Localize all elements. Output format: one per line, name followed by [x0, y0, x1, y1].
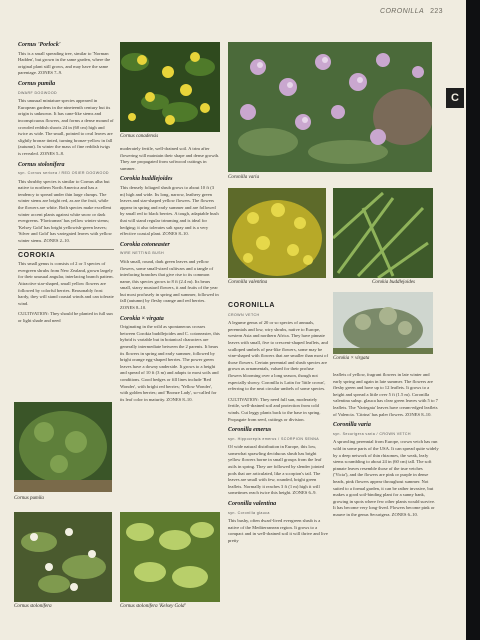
entry-heading: Cornus stolonifera [18, 161, 65, 168]
photo-caption: Cornus stolonifera [14, 604, 52, 609]
page-number: 223 [430, 8, 443, 15]
entry-common-name: syn. Hippocrepis emerus / SCORPION SENNA [228, 436, 320, 441]
entry-text: A legume genus of 20 or so species of annuals, perennials and low, wiry shrubs, native to Europe, western Asia and northern Africa. They have pinnate leaves with small, five to crescent-shaped leaflets, and scalloped umbels of pea-like flowers, some may be vine-shaped with flowers that are smaller than most of those flowers. Certain perennial and shrub species are grown as ornamentals, valued for their profuse flowers blooming over a long season, though not especially showy. Coronilla is Latin for 'little crown', referring to the neat circular umbels of some species. [228, 320, 329, 392]
photo-cornus-canadensis [120, 42, 220, 132]
entry-common-name: DWARF DOGWOOD [18, 90, 58, 95]
entry-text: leaflets of yellow, fragrant flowers in late winter and early spring and again in late summer. The flowers are fleshy green and have up to 12 leaflets. It grows to a height and spread a little over 5 ft (1.5 m). Coronilla valentina subsp. glauca has clear green leaves with 5 to 7 leaflets. The 'Variegata' leaves have cream-edged leaflets of Valencia. 'Citrina' has paler flowers. ZONES 8–10. [333, 372, 438, 417]
photo-caption: Cornus canadensis [120, 134, 159, 139]
entry-common-name: CROWN VETCH [228, 312, 260, 317]
photo-caption: Cornus stolonifera 'Kelsey Gold' [120, 604, 186, 609]
photo-cornus-pumila [14, 402, 112, 492]
photo-coronilla-valentina [228, 188, 326, 278]
entry-heading: Corokia cotoneaster [120, 241, 170, 248]
entry-common-name: syn. Coronilla glauca [228, 510, 270, 515]
entry-text: Of wide natural distribution in Europe, this low, somewhat sprawling deciduous shrub has bright yellow flowers borne in small groups from the leaf axils in spring. They are followed by slender jointed pods that are articulated, like a scorpion's tail. The leaves are small with few, rounded, bright green leaflets. Normally it reaches 3 ft (1 m) high it will sometimes reach twice this height. ZONES 6–9. [228, 444, 324, 496]
entry-heading: Corokia × virgata [120, 315, 164, 322]
section-letter-tab: C [446, 88, 464, 108]
entry-heading: Cornus pumila [18, 80, 56, 87]
entry-text: This is a small spreading tree, similar to 'Norman Hadden', but grown in the same garden, where the original plant still grows, and may have the same parentage. ZONES 7–9. [18, 50, 111, 76]
photo-coronilla-varia [228, 42, 432, 172]
entry-heading: Corokia buddlejoides [120, 176, 173, 183]
entry-heading: Coronilla emerus [228, 427, 272, 434]
entry-text: CULTIVATION: They need full sun, moderately fertile, well-drained soil and protection from cold winds. Cut leggy plants back to the base in spring. Propagate from seed, cuttings or division. [228, 396, 321, 422]
entry-text: Originating in the wild as spontaneous crosses between Corokia buddlejoides and C. cotoneaster, this hybrid is variable but in botanical characters are generally intermediate between the 2 parents. It bears its flowers in spring and early summer, followed by bright orange egg-shaped berries. The power green leaves have a downy underside. It grows to a height and spread of 10 ft (3 m) and adapts to most soils and conditions. Good hedges or fill lines include 'Red Wonder', with bright red berries; 'Yellow Wonder', with golden berries; and 'Bronze Lady', so-called for its leaf color in maturity. ZONES 8–10. [120, 324, 220, 402]
entry-common-name: WIRE NETTING BUSH [120, 251, 164, 256]
entry-text: This shrubby species is similar to Cornus alba but native to northern North America and has a tendency to spread under thin large clumps. The winter stems are bright red, as are the fruit, while the flowers are white. Both species make excellent winter accent plants against white snow or dark evergreens. 'Flaviramea' has yellow winter stems; 'Kelsey Gold' has bright yellowish-green leaves; 'Silver and Gold' has variegated leaves with yellow winter stems. ZONES 2–10. [18, 178, 112, 244]
photo-caption: Coronilla valentina [228, 280, 268, 285]
entry-common-name: syn. Cornus sericea / RED OSIER DOGWOOD [18, 171, 109, 176]
text-column-2 [120, 146, 220, 407]
photo-cornus-stolonifera-kelsey-gold [120, 512, 220, 602]
book-spine [466, 0, 480, 640]
entry-text: This bushy, often dwarf-lived evergreen shrub is a native of the Mediterranean region. It grows to a compact and in well-drained soil it will thrive and live pretty [228, 518, 328, 543]
photo-corokia-virgata [333, 292, 433, 354]
entry-text: This small genus is consists of 2 or 3 species of evergreen shrubs from New Zealand, grown largely for their unusual angular, interlacing branch pattern. Attractive star-shaped, small yellow flowers are followed by colorful berries. Reasonably frost hardy, they will stand coastal winds and can tolerate wind. [18, 261, 114, 306]
photo-caption: Coronilla varia [228, 175, 260, 180]
entry-text: CULTIVATION: They should be planted in full sun or light shade and need [18, 311, 113, 323]
genus-heading: CORONILLA [228, 302, 276, 309]
photo-cornus-stolonifera [14, 512, 112, 602]
photo-caption: Corokia × virgata [333, 356, 370, 361]
text-column-3 [228, 300, 328, 549]
running-head: CORONILLA 223 [380, 8, 443, 15]
genus-heading: COROKIA [18, 251, 56, 259]
entry-text: This unusual miniature species appeared in European gardens in the nineteenth century but its origin is unknown. It has cane-like stems and inconspicuous flowers, and forms a dense mound of crowded reddish shoots 24 in (60 cm) high and twice as wide. The small, pointed to oval leaves are slightly bronze tinted, turning bronze-yellow in fall (autumn). In winter the mass of fine reddish twigs is revealed. ZONES 5–8. [18, 98, 114, 156]
entry-heading: Coronilla valentina [228, 501, 277, 508]
photo-caption: Corokia buddlejoides [372, 280, 416, 285]
divider [18, 249, 114, 250]
entry-text: This densely foliaged shrub grows to about 10 ft (3 m) high and wide. Its long, narrow, leathery green leaves and star-shaped yellow flowers. The flowers appear in spring and early summer and are followed by small red to black berries. A tough, adaptable bush that will stand regular trimming and is ideal for hedging; it also tolerates salt spray and is a very effective coastal plant. ZONES 8–10. [120, 184, 219, 237]
entry-heading: Coronilla varia [333, 422, 371, 429]
text-column-4 [333, 372, 439, 522]
entry-text: With small, round, dark green leaves and yellow flowers, some small-sized cultivars and a tangle of interlacing branches that give rise to its common name, this species grows to 8 ft (2.4 m). Its bears small, starry mustard flowers, it and fruits of the year but most profusely in spring and summer, followed in fall (autumn) by fleshy orange and red berries. ZONES 8–10. [120, 258, 219, 311]
entry-heading: Cornus 'Porlock' [18, 42, 61, 48]
photo-caption: Cornus pumila [14, 496, 44, 501]
entry-text: A sprawling perennial from Europe, crown vetch has run wild in some parts of the USA. It can spread quite widely by a deep network of thin rhizomes, the weak, leafy stems scrambling to about 24 in (60 cm) tall. The soft pinnate leaves resemble those of the true vetches ('Vicia'), and the flowers are pink or purple in dense heads, pink flowers appear throughout summer. Not suited to a formal garden, it can be rather invasive, but makes a good soil-binding plant for a sunny bank, growing in spots where few other plants would survive. It has become very long-lived. Flowers become pink or mauve in the genus Securigera. ZONES 6–10. [333, 439, 439, 517]
text-column-1 [18, 40, 114, 329]
entry-text: moderately fertile, well-drained soil. A trim after flowering will maintain their shape and dense growth. They are propagated from softwood cuttings in summer. [120, 146, 220, 171]
entry-common-name: syn. Securigera varia / CROWN VETCH [333, 431, 411, 436]
photo-corokia-buddlejoides [333, 188, 433, 278]
